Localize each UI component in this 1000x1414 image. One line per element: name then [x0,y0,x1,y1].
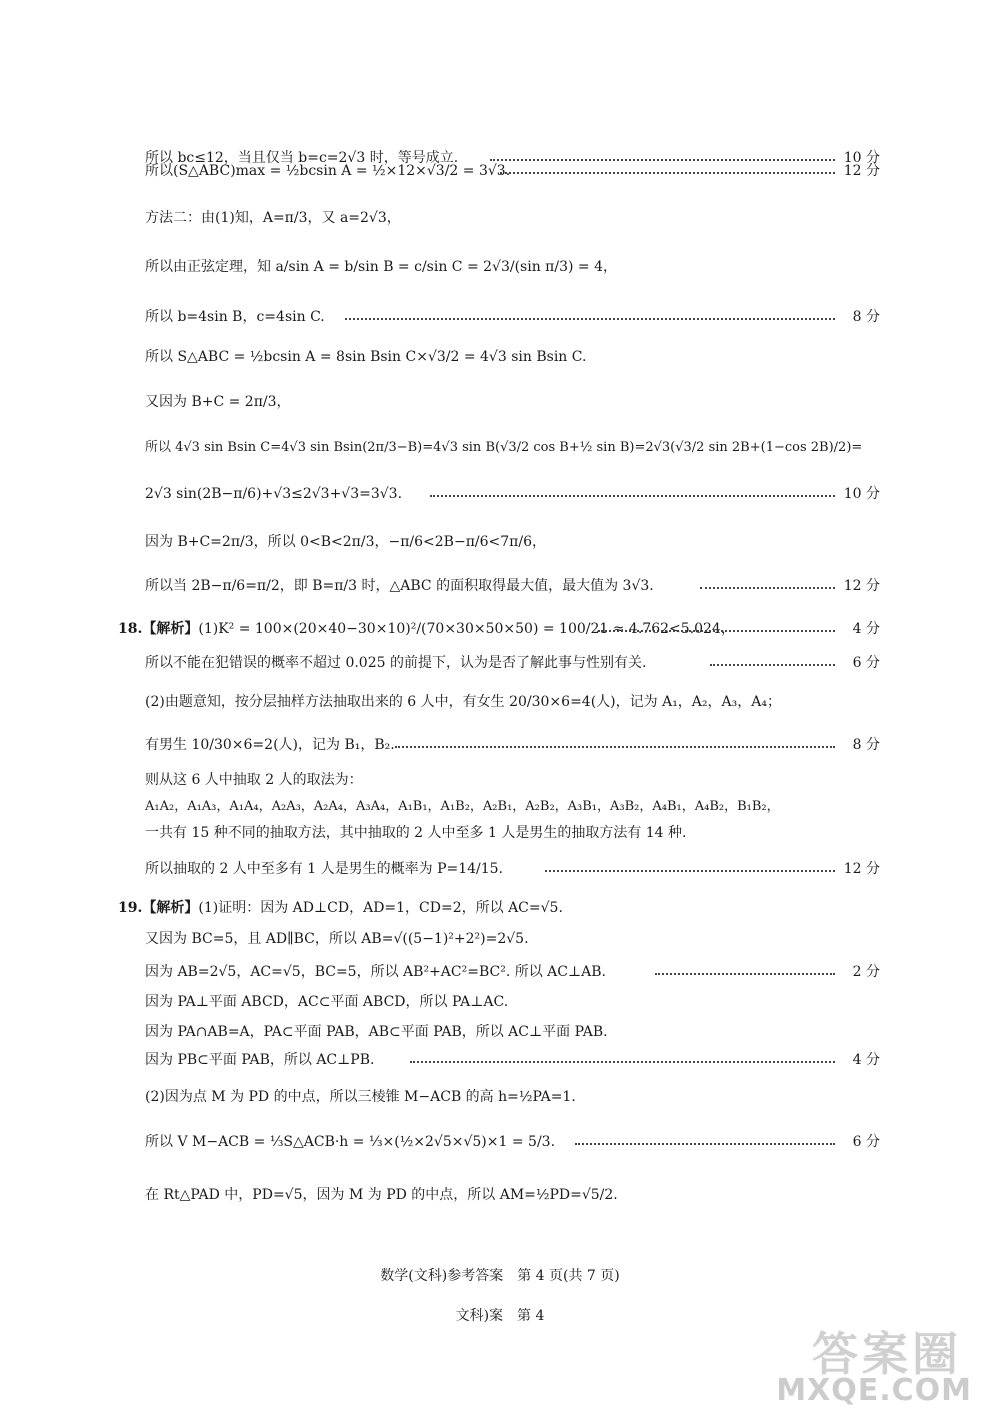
line-text: 又因为 B+C = 2π/3， [145,394,291,410]
line-text: 所以 4√3 sin Bsin C=4√3 sin Bsin(2π/3−B)=4√3 sin B(√3/2 cos B+½ sin B)=2√3(√3/2 sin 2B+(1−cos 2B)/2)= [145,440,863,455]
line-text: 所以当 2B−π/6=π/2，即 B=π/3 时，△ABC 的面积取得最大值，最大值为 3√3. [145,578,654,594]
line-text: 一共有 15 种不同的抽取方法，其中抽取的 2 人中至多 1 人是男生的抽取方法有 14 种. [145,825,687,841]
line-text: 2√3 sin(2B−π/6)+√3≤2√3+√3=3√3. [145,486,403,502]
line-text: 因为 AB=2√5，AC=√5，BC=5，所以 AB²+AC²=BC². 所以 AC⊥AB. [145,964,607,980]
line-text: (2)因为点 M 为 PD 的中点，所以三棱锥 M−ACB 的高 h=½PA=1. [145,1089,576,1105]
line-20 [118,895,880,921]
watermark-url: MXQE.COM [776,1373,972,1408]
leader-dots [710,664,835,666]
line-12 [118,607,880,651]
line-15 [145,723,880,767]
leader-dots [545,870,835,872]
score: 8 分 [852,737,880,753]
line-text: 所以 S△ABC = ½bcsin A = 8sin Bsin C×√3/2 = 4√3 sin Bsin C. [145,349,587,365]
line-2 [145,149,880,193]
line-text: 所以不能在犯错误的概率不超过 0.025 的前提下，认为是否了解此事与性别有关. [145,655,647,671]
watermark [776,1318,982,1408]
line-9 [145,472,880,516]
score: 12 分 [843,163,880,179]
score: 4 分 [852,621,880,637]
score: 10 分 [843,150,880,166]
line-8 [145,426,880,470]
line-18 [145,820,880,846]
leader-dots [345,318,835,320]
score: 12 分 [843,578,880,594]
leader-dots [395,746,835,748]
line-text: 所以由正弦定理，知 a/sin A = b/sin B = c/sin C = 2√3/(sin π/3) = 4， [145,259,618,275]
line-22 [145,959,880,985]
line-13 [145,650,880,676]
line-25 [145,1047,880,1073]
line-16 [145,767,880,793]
line-11 [145,564,880,608]
line-10 [145,520,880,564]
line-text: 所以 b=4sin B，c=4sin C. [145,309,325,325]
line-14 [145,680,880,724]
line-text: 因为 PA⊥平面 ABCD，AC⊂平面 ABCD，所以 PA⊥AC. [145,994,509,1010]
leader-dots [410,1061,835,1063]
leader-dots [700,587,835,589]
line-text: 因为 PB⊂平面 PAB，所以 AC⊥PB. [145,1052,375,1068]
line-text: 有男生 10/30×6=2(人)，记为 B₁，B₂. [145,737,395,753]
watermark-logo: 答案圈 [812,1327,962,1381]
line-7 [145,380,880,424]
line-21 [145,926,880,952]
line-27 [145,1120,880,1164]
line-4 [145,245,880,289]
page-footer: 数学(文科)参考答案 第 4 页(共 7 页) [380,1268,620,1284]
line-text: (1)证明：因为 AD⊥CD，AD=1，CD=2，所以 AC=√5. [198,900,563,916]
line-text: 又因为 BC=5，且 AD∥BC，所以 AB=√((5−1)²+2²)=2√5. [145,931,529,947]
line-text: A₁A₂，A₁A₃，A₁A₄，A₂A₃，A₂A₄，A₃A₄，A₁B₁，A₁B₂，A₂B₁，A₂B₂，A₃B₁，A₃B₂，A₄B₁，A₄B₂，B₁B₂， [145,799,780,814]
line-text: 方法二：由(1)知，A=π/3，又 a=2√3， [145,210,401,226]
score: 12 分 [843,861,880,877]
question-label: 19.【解析】 [118,900,199,916]
score: 6 分 [852,1134,880,1150]
page-footer-partial: 文科)案 第 4 [455,1308,545,1324]
line-5 [145,304,880,330]
line-19 [145,847,880,891]
score: 10 分 [843,486,880,502]
line-text: 因为 B+C=2π/3，所以 0<B<2π/3，−π/6<2B−π/6<7π/6， [145,534,546,550]
line-28 [145,1173,880,1217]
line-text: 则从这 6 人中抽取 2 人的取法为： [145,772,363,788]
leader-dots [598,630,835,632]
score: 2 分 [852,964,880,980]
line-text: 所以 V M−ACB = ⅓S△ACB·h = ⅓×(½×2√5×√5)×1 = 5/3. [145,1134,556,1150]
leader-dots [430,495,835,497]
line-6 [145,335,880,379]
line-26 [145,1075,880,1119]
line-text: (2)由题意知，按分层抽样方法抽取出来的 6 人中，有女生 20/30×6=4(人)，记为 A₁，A₂，A₃，A₄； [145,694,781,710]
line-24 [145,1019,880,1045]
line-23 [145,989,880,1015]
score: 8 分 [852,309,880,325]
score: 6 分 [852,655,880,671]
line-text: 所以抽取的 2 人中至多有 1 人是男生的概率为 P=14/15. [145,861,504,877]
line-text: 所以(S△ABC)max = ½bcsin A = ½×12×√3/2 = 3√3. [145,163,511,179]
line-text: (1)K² = 100×(20×40−30×10)²/(70×30×50×50) = 100/21 ≈ 4.762<5.024， [198,621,735,637]
line-3 [145,196,880,240]
score: 4 分 [852,1052,880,1068]
line-text: 所以 bc≤12，当且仅当 b=c=2√3 时，等号成立. [145,150,459,166]
question-label: 18.【解析】 [118,621,199,637]
leader-dots [575,1143,835,1145]
leader-dots [655,973,835,975]
line-text: 在 Rt△PAD 中，PD=√5，因为 M 为 PD 的中点，所以 AM=½PD=√5/2. [145,1187,618,1203]
line-17 [145,794,880,820]
leader-dots [500,172,835,174]
line-text: 因为 PA∩AB=A，PA⊂平面 PAB，AB⊂平面 PAB，所以 AC⊥平面 PAB. [145,1024,608,1040]
